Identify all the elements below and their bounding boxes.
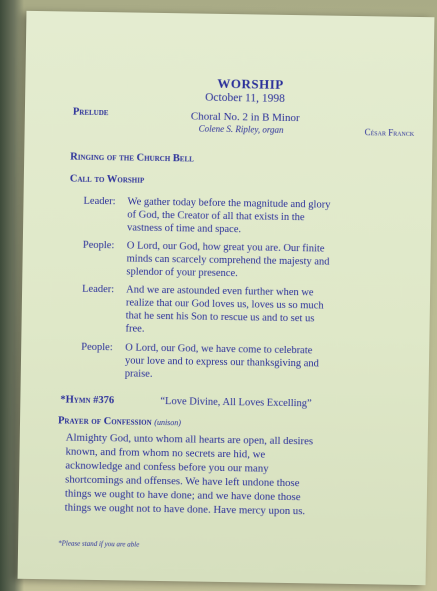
prelude-piece: Choral No. 2 in B Minor xyxy=(190,110,300,125)
call-speaker: Leader: xyxy=(82,283,115,296)
call-speaker: Leader: xyxy=(83,195,116,208)
call-speaker: People: xyxy=(82,239,115,252)
confession-line: things we ought to have done; and we have done those xyxy=(64,487,301,504)
confession-note: (unison) xyxy=(154,417,182,428)
confession-line: acknowledge and confess before you our many xyxy=(65,459,269,475)
call-line: free. xyxy=(125,323,145,335)
call-line: vastness of time and space. xyxy=(127,222,242,236)
bulletin-page xyxy=(18,11,435,585)
call-line: your love and to express our thanksgiving and xyxy=(124,355,319,370)
prelude-composer: César Franck xyxy=(364,127,415,138)
confession-title: Prayer of Confession xyxy=(57,415,152,428)
call-line: that he sent his Son to rescue us and to set us xyxy=(125,310,315,325)
call-line: O Lord, our God, we have come to celebrate xyxy=(125,342,313,357)
call-line: We gather today before the magnitude and glory xyxy=(127,196,331,211)
confession-line: known, and from whom no secrets are hid, we xyxy=(65,445,266,461)
hymn-number: *Hymn #376 xyxy=(60,394,115,407)
standing-footnote: *Please stand if you are able xyxy=(58,539,140,549)
prelude-performer: Colene S. Ripley, organ xyxy=(198,123,284,135)
call-line: And we are astounded even further when we xyxy=(126,284,314,299)
call-line: splendor of your presence. xyxy=(126,266,238,280)
confession-line: shortcomings and offenses. We have left undone those xyxy=(65,473,300,490)
bulletin-title: WORSHIP xyxy=(217,75,284,92)
call-line: praise. xyxy=(124,368,153,380)
call-speaker: People: xyxy=(81,341,113,354)
confession-line: Almighty God, unto whom all hearts are open, all desires xyxy=(65,431,314,448)
confession-heading xyxy=(58,415,181,428)
prelude-label: Prelude xyxy=(72,106,109,119)
call-line: realize that our God loves us, loves us so much xyxy=(125,297,324,312)
call-line: O Lord, our God, how great you are. Our finite xyxy=(126,240,325,255)
hymn-title: “Love Divine, All Loves Excelling” xyxy=(160,395,312,410)
service-date: October 11, 1998 xyxy=(205,91,285,105)
bell-heading: Ringing of the Church Bell xyxy=(70,151,194,165)
confession-line: things we ought not to have done. Have mercy upon us. xyxy=(64,501,306,518)
call-line: of God, the Creator of all that exists in the xyxy=(127,209,305,224)
call-heading: Call to Worship xyxy=(69,173,145,186)
call-line: minds can scarcely comprehend the majesty and xyxy=(126,253,330,268)
